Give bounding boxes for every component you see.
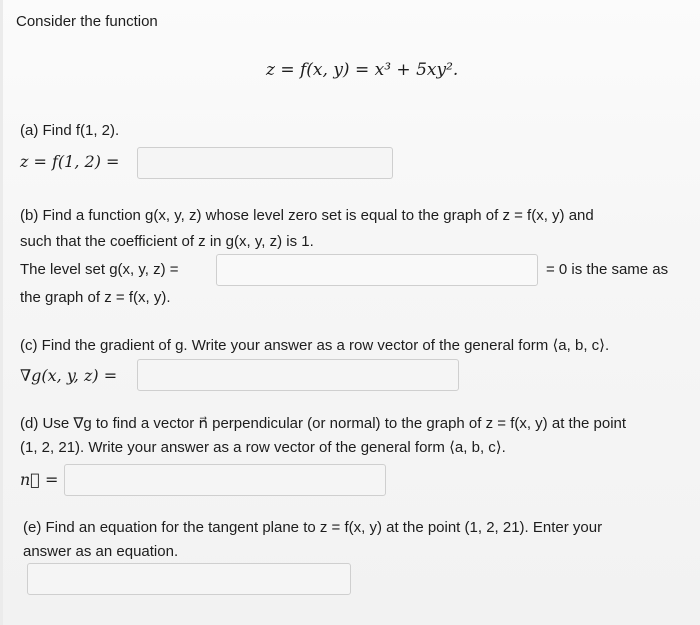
question-sheet xyxy=(3,0,700,625)
part-a-prompt: (a) Find f(1, 2). xyxy=(20,122,120,139)
part-e-line1: (e) Find an equation for the tangent plane to z = f(x, y) at the point (1, 2, 21). Enter your xyxy=(23,519,603,536)
part-b-level-set-label: The level set g(x, y, z) = xyxy=(20,261,179,278)
part-b-level-set-tail: = 0 is the same as xyxy=(546,261,669,278)
answer-d-input[interactable] xyxy=(64,464,386,496)
function-formula: z = f(x, y) = x³ + 5xy². xyxy=(266,60,459,80)
answer-a-input[interactable] xyxy=(137,147,393,179)
part-c-prompt: (c) Find the gradient of g. Write your answer as a row vector of the general form ⟨a, b, c⟩. xyxy=(20,337,610,354)
part-d-line2: (1, 2, 21). Write your answer as a row vector of the general form ⟨a, b, c⟩. xyxy=(20,439,506,456)
answer-c-input[interactable] xyxy=(137,359,459,391)
intro-text: Consider the function xyxy=(16,13,158,30)
answer-b-input[interactable] xyxy=(216,254,538,286)
part-a-label: z = f(1, 2) = xyxy=(20,152,120,171)
part-c-label: ∇g(x, y, z) = xyxy=(20,366,118,385)
part-b-line1: (b) Find a function g(x, y, z) whose level zero set is equal to the graph of z = f(x, y) and xyxy=(20,207,594,224)
part-d-line1: (d) Use ∇g to find a vector n⃗ perpendicular (or normal) to the graph of z = f(x, y) at the point xyxy=(20,415,627,432)
part-b-line4: the graph of z = f(x, y). xyxy=(20,289,171,306)
part-d-label: n⃗ = xyxy=(20,470,59,489)
answer-e-input[interactable] xyxy=(27,563,351,595)
part-b-line2: such that the coefficient of z in g(x, y, z) is 1. xyxy=(20,233,314,250)
part-e-line2: answer as an equation. xyxy=(23,543,179,560)
